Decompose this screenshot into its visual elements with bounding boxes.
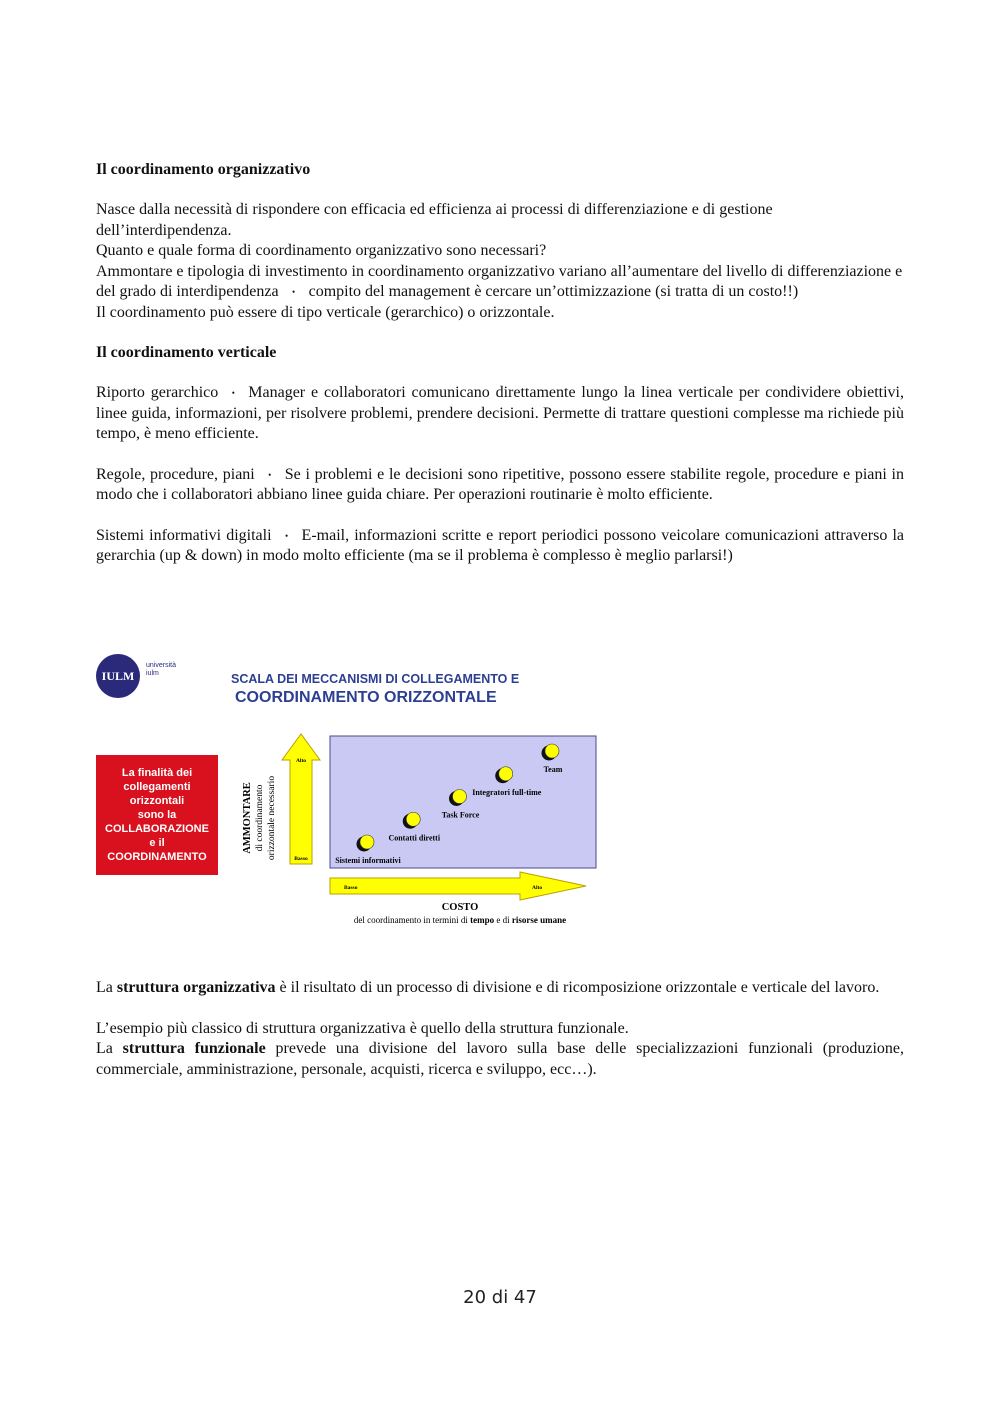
y-axis-title: AMMONTARE	[242, 782, 253, 854]
paragraph: L’esempio più classico di struttura organizzativa è quello della struttura funzionale.	[96, 1019, 629, 1037]
figure-title-line1: SCALA DEI MECCANISMI DI COLLEGAMENTO E	[231, 672, 520, 686]
mechanism-label: Sistemi informativi	[335, 856, 401, 865]
scale-diagram	[96, 648, 616, 930]
y-axis-subtitle-2: orizzontale necessario	[267, 775, 277, 861]
coordination-figure	[96, 648, 616, 930]
paragraph: Il coordinamento può essere di tipo verticale (gerarchico) o orizzontale.	[96, 303, 555, 321]
mechanism-label: Task Force	[441, 810, 480, 820]
paragraph: La struttura funzionale prevede una divisione del lavoro sulla base delle specializzazioni funzionali (produzione, commerciale, amministrazione, personale, acquisti, ricerca e sviluppo, ecc…).	[96, 1040, 905, 1078]
document-body-continued	[96, 978, 904, 1080]
list-item: Sistemi informativi digitali • E-mail, informazioni scritte e report periodici possono veicolare comunicazioni attraverso la gerarchia (up & down) in modo molto efficiente (ma se il problema è complesso è meglio parlarsi!)	[96, 526, 904, 565]
document-body	[96, 160, 904, 567]
x-axis-title: COSTO	[441, 902, 479, 913]
y-low-label: Basso	[294, 856, 308, 862]
section-title: Il coordinamento verticale	[96, 344, 277, 362]
bullet-separator: •	[292, 287, 296, 298]
mechanism-label: Contatti diretti	[388, 833, 441, 843]
mechanism-label: Integratori full-time	[472, 787, 542, 797]
x-axis-subtitle: del coordinamento in termini di tempo e di risorse umane	[353, 915, 567, 925]
list-item: Regole, procedure, piani • Se i problemi e le decisioni sono ripetitive, possono essere stabilite regole, procedure e piani in modo che i collaboratori abbiano linee guida chiare. Per operazioni routinarie è molto efficiente.	[96, 465, 905, 504]
y-high-label: Alto	[295, 758, 307, 764]
vertical-arrow	[282, 734, 320, 864]
purpose-box: La finalità dei collegamenti orizzontali sono la COLLABORAZIONE e il COORDINAMENTO	[96, 755, 218, 875]
section-title: Il coordinamento organizzativo	[96, 161, 311, 178]
x-high-label: Alto	[532, 885, 543, 891]
paragraph: La struttura organizzativa è il risultato di un processo di divisione e di ricomposizione orizzontale e verticale del lavoro.	[96, 979, 880, 996]
paragraph: Quanto e quale forma di coordinamento organizzativo sono necessari?	[96, 242, 547, 259]
logo-caption: università iulm	[146, 662, 176, 677]
list-item: Riporto gerarchico • Manager e collaboratori comunicano direttamente lungo la linea verticale per condividere obiettivi, linee guida, informazioni, per risolvere problemi, prendere decisioni. Permette di trattare questioni complesse ma richiede più tempo, è meno efficiente.	[96, 384, 905, 443]
y-axis-subtitle-1: di coordinamento	[255, 784, 265, 852]
paragraph: Ammontare e tipologia di investimento in coordinamento organizzativo variano all’aumentare del livello di differenziazione e del grado di interdipendenza • compito del management è cercare un’ottimizzazione (si tratta di un costo!!)	[96, 262, 904, 303]
iulm-logo: IULM	[96, 654, 140, 698]
mechanism-label: Team	[543, 765, 563, 774]
horizontal-arrow	[330, 872, 586, 900]
paragraph: Nasce dalla necessità di rispondere con efficacia ed efficienza ai processi di differenziazione e di gestione dell’interdipendenza.	[96, 201, 773, 239]
page-number: 20 di 47	[463, 1287, 537, 1308]
figure-title-line2: COORDINAMENTO ORIZZONTALE	[235, 689, 497, 706]
x-low-label: Basso	[344, 885, 358, 891]
